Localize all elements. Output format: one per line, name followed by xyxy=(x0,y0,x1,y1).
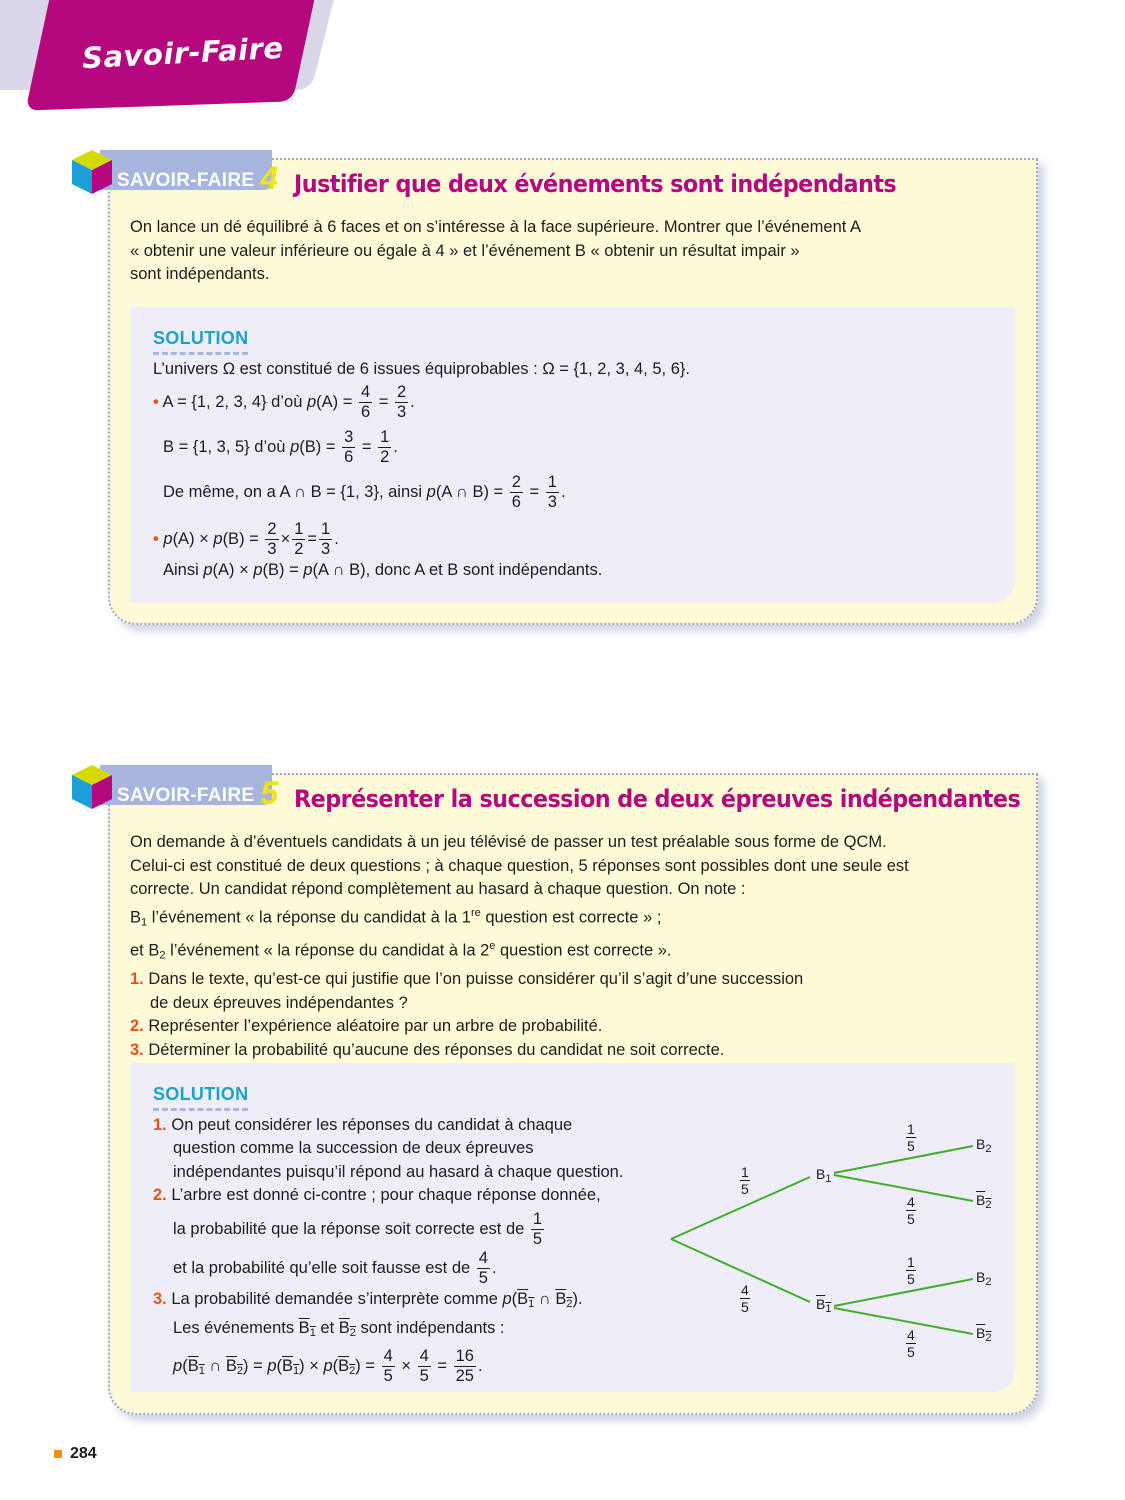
prob-label: 4 5 xyxy=(741,1282,749,1315)
solution-heading: SOLUTION xyxy=(153,327,248,355)
answer-2: 2. L’arbre est donné ci-contre ; pour chaque réponse donnée, la probabilité que la réponse soit correcte est de $\frac{1}{5}$ et la probabilité qu’elle soit fausse est de $\frac{4}{5}$ . xyxy=(153,1186,601,1287)
statement-line: $B_1$ l’événement « la réponse du candidat à la 1re question est correcte » ; xyxy=(130,906,662,929)
answer-3: 3. La probabilité demandée s’interprète comme $p(B_1$ ∩ $B_2$). Les événements $B_1$ et $B_2$ sont indépendants : $p(B_1$ ∩ $B_2) = p(B_1) \times p(B_2)$ = $\frac{4}{5}$ × $\frac{4}{5}$ = $\frac{16}{25}$ . xyxy=(153,1289,583,1386)
solution-line: De même, on a A ∩ B = {1, 3}, ainsi p(A ∩ B) = $\frac{2}{6}$ = $\frac{1}{3}$ . xyxy=(163,473,566,512)
statement-line: et $B_2$ l’événement « la réponse du candidat à la 2e question est correcte ». xyxy=(130,939,672,962)
solution-line: Ainsi p(A) × p(B) = p(A ∩ B), donc A et B sont indépendants. xyxy=(163,561,603,580)
question-2: 2. Représenter l’expérience aléatoire par un arbre de probabilité. xyxy=(130,1017,603,1036)
statement-line: Celui-ci est constitué de deux questions ; à chaque question, 5 réponses sont possibles dont une seule est xyxy=(130,856,909,875)
savoir-faire-4-title: Justifier que deux événements sont indépendants xyxy=(294,170,897,198)
square-marker-icon xyxy=(54,1450,62,1458)
question-1: 1. Dans le texte, qu’est-ce qui justifie que l’on puisse considérer qu’il s’agit d’une succession xyxy=(130,969,804,988)
savoir-faire-5-solution xyxy=(130,1063,1015,1392)
node-b2-bar: $B_2$ xyxy=(976,1192,992,1211)
solution-line: B = {1, 3, 5} d’où p(B) = $\frac{3}{6}$ = $\frac{1}{2}$ . xyxy=(163,428,398,467)
statement-line: correcte. Un candidat répond complètement au hasard à chaque question. On note : xyxy=(130,880,746,899)
node-b2: $B_2$ xyxy=(976,1136,992,1155)
cube-icon xyxy=(72,150,112,194)
savoir-faire-4-label: SAVOIR-FAIRE 4 xyxy=(117,160,279,196)
savoir-faire-5-statement xyxy=(130,831,909,1062)
prob-label: 1 5 xyxy=(741,1164,749,1197)
node-b1: $B_1$ xyxy=(816,1166,832,1185)
question-3: 3. Déterminer la probabilité qu’aucune des réponses du candidat ne soit correcte. xyxy=(130,1040,725,1059)
statement-line: On demande à d’éventuels candidats à un jeu télévisé de passer un test préalable sous forme de QCM. xyxy=(130,833,887,851)
statement-line: On lance un dé équilibré à 6 faces et on s’intéresse à la face supérieure. Montrer que l’événement A xyxy=(130,218,862,236)
prob-label: 1 5 xyxy=(907,1121,915,1154)
statement-line: sont indépendants. xyxy=(130,265,270,284)
savoir-faire-4-statement xyxy=(130,216,861,287)
solution-heading: SOLUTION xyxy=(153,1083,248,1111)
savoir-faire-5-label: SAVOIR-FAIRE 5 xyxy=(117,775,279,811)
page-number: 284 xyxy=(54,1445,97,1463)
prob-label: 4 5 xyxy=(907,1327,915,1360)
cube-icon xyxy=(72,765,112,809)
section-banner-title: Savoir-Faire xyxy=(81,30,285,76)
node-b1-bar: $B_1$ xyxy=(816,1296,832,1315)
prob-label: 1 5 xyxy=(907,1254,915,1287)
node-b2: $B_2$ xyxy=(976,1269,992,1288)
question-1-cont: de deux épreuves indépendantes ? xyxy=(150,993,408,1012)
statement-line: « obtenir une valeur inférieure ou égale à 4 » et l’événement B « obtenir un résultat impair » xyxy=(130,241,800,260)
answer-1: 1. On peut considérer les réponses du candidat à chaque question comme la succession de deux épreuves indépendantes puisqu’il répond au hasard à chaque question. xyxy=(153,1115,624,1181)
solution-line: • A = {1, 2, 3, 4} d’où p(A) = $\frac{4}{6}$ = $\frac{2}{3}$ . xyxy=(153,383,415,422)
prob-label: 4 5 xyxy=(907,1194,915,1227)
node-b2-bar: $B_2$ xyxy=(976,1325,992,1344)
savoir-faire-4-solution xyxy=(130,307,1015,603)
savoir-faire-5-title: Représenter la succession de deux épreuves indépendantes xyxy=(294,785,1021,813)
solution-line: • p(A) × p(B) = $\frac{2}{3}$ × $\frac{1}{2}$ = $\frac{1}{3}$ . xyxy=(153,520,339,559)
solution-line: L’univers Ω est constitué de 6 issues équiprobables : Ω = {1, 2, 3, 4, 5, 6}. xyxy=(153,359,690,378)
